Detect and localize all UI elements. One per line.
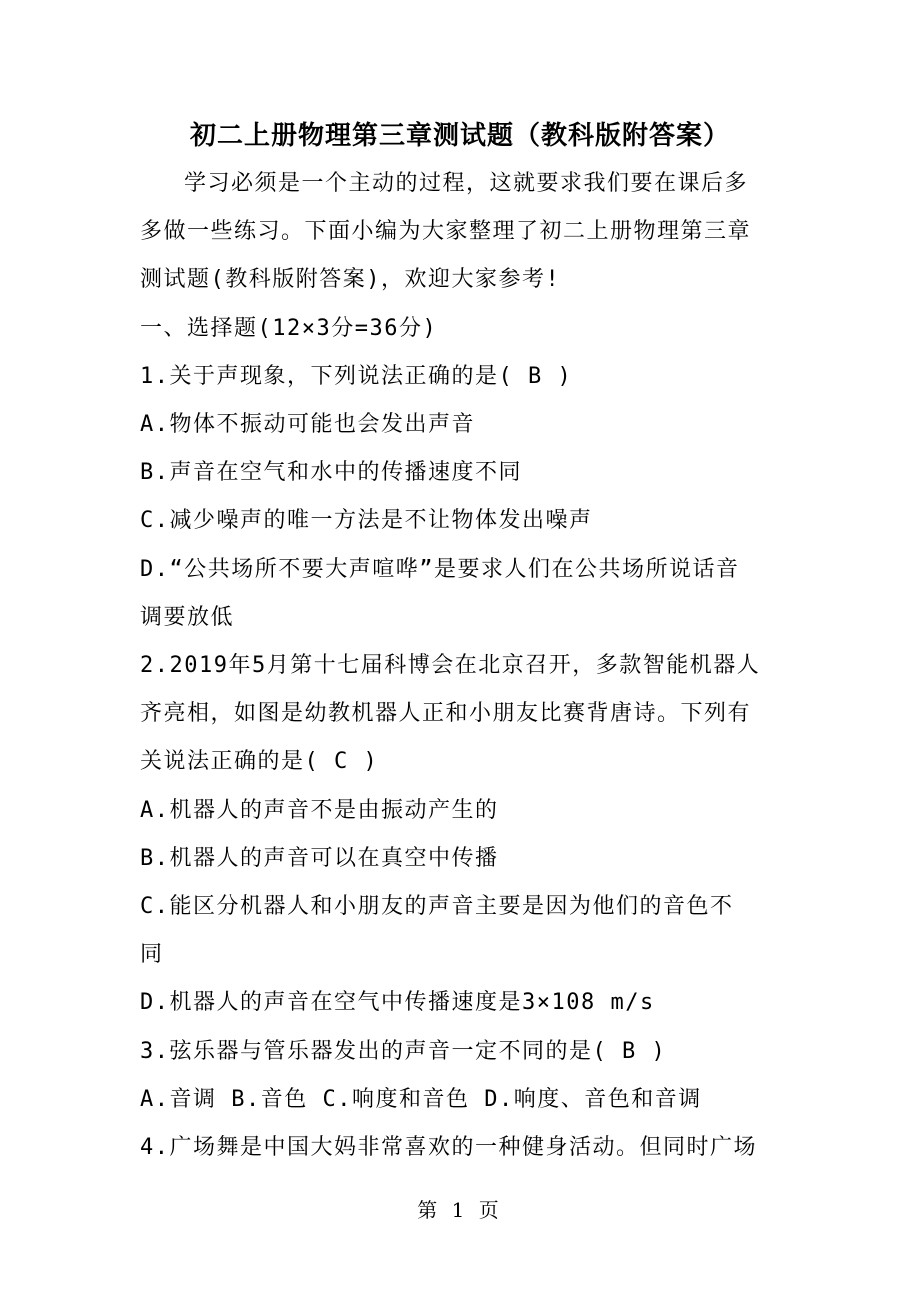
paragraph-line: 学习必须是一个主动的过程，这就要求我们要在课后多 <box>184 171 749 196</box>
section-heading: 一、选择题(12×3分=36分) <box>140 315 438 341</box>
page-number: 第 1 页 <box>417 1198 503 1222</box>
question-4: 4.广场舞是中国大妈非常喜欢的一种健身活动。但同时广场 <box>140 1135 757 1161</box>
option-line: A.音调 B.音色 C.响度和音色 D.响度、音色和音调 <box>140 1086 702 1112</box>
paragraph-line: 多做一些练习。下面小编为大家整理了初二上册物理第三章 <box>140 219 752 245</box>
paragraph-line: 测试题(教科版附答案)，欢迎大家参考! <box>140 267 561 293</box>
option-line: C.能区分机器人和小朋友的声音主要是因为他们的音色不 <box>140 894 734 920</box>
question-2: 2.2019年5月第十七届科博会在北京召开，多款智能机器人 <box>140 653 761 679</box>
option-line: B.声音在空气和水中的传播速度不同 <box>140 460 522 486</box>
option-line: 同 <box>140 942 164 968</box>
option-line: C.减少噪声的唯一方法是不让物体发出噪声 <box>140 508 593 534</box>
option-line: D.“公共场所不要大声喧哗”是要求人们在公共场所说话音 <box>140 556 740 582</box>
option-line: A.机器人的声音不是由振动产生的 <box>140 797 499 823</box>
document-title: 初二上册物理第三章测试题（教科版附答案） <box>189 121 730 151</box>
question-line: 关说法正确的是( C ) <box>140 749 379 775</box>
option-line: D.机器人的声音在空气中传播速度是3×108 m/s <box>140 990 655 1016</box>
option-line: 调要放低 <box>140 604 235 630</box>
question-3: 3.弦乐器与管乐器发出的声音一定不同的是( B ) <box>140 1038 667 1064</box>
document-body <box>140 160 785 1172</box>
option-line: A.物体不振动可能也会发出声音 <box>140 412 475 438</box>
option-line: B.机器人的声音可以在真空中传播 <box>140 845 499 871</box>
question-1: 1.关于声现象，下列说法正确的是( B ) <box>140 363 573 389</box>
question-line: 齐亮相，如图是幼教机器人正和小朋友比赛背唐诗。下列有 <box>140 701 752 727</box>
